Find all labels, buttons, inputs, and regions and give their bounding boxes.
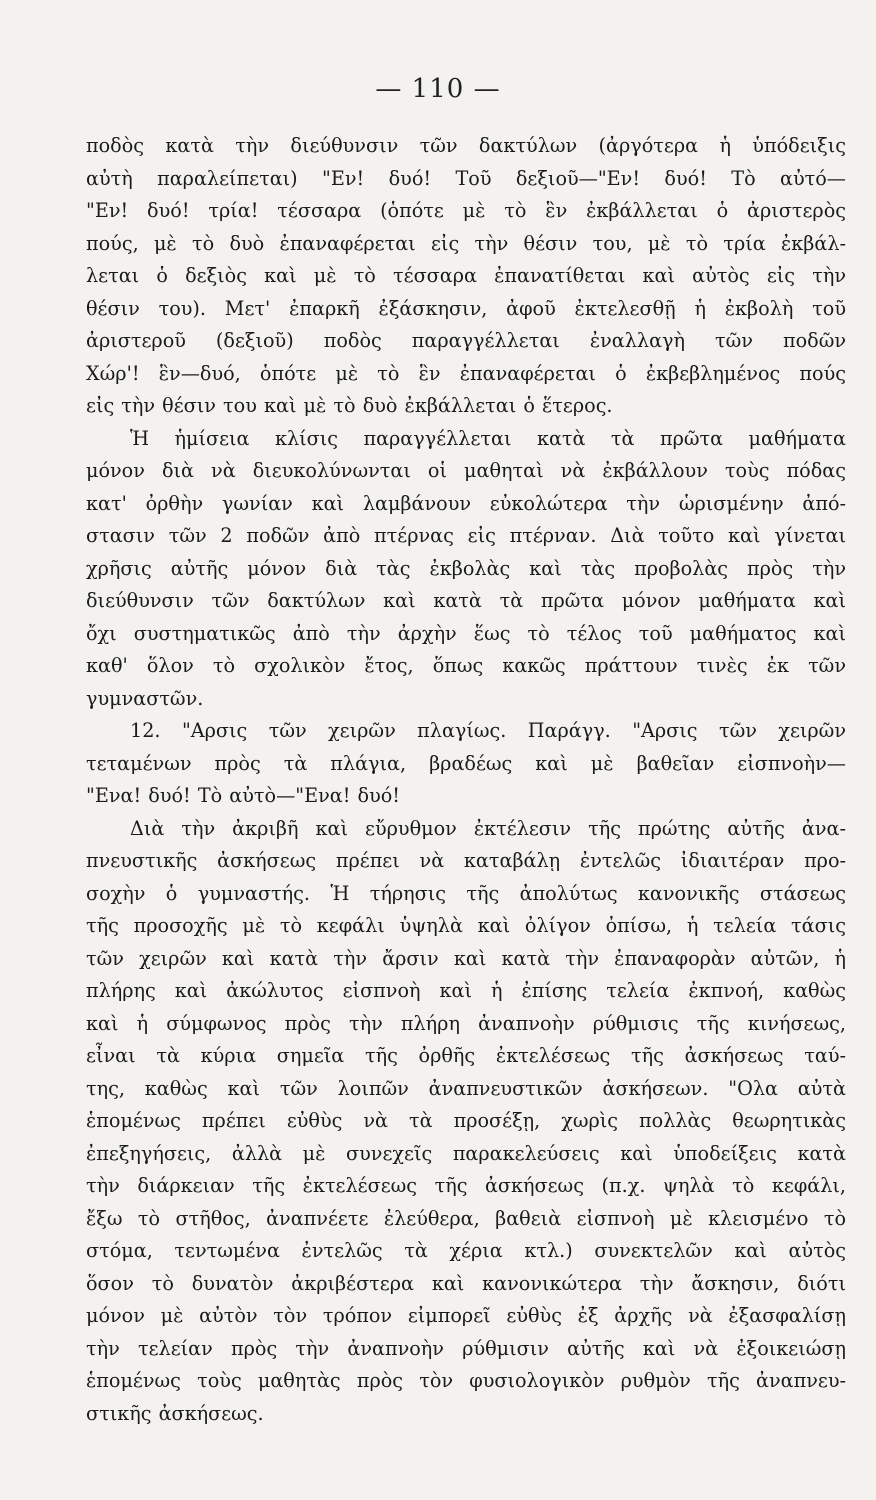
text-line: μόνον διὰ νὰ διευκολύνωνται οἱ μαθηταὶ νὰ ἐκβάλλουν τοὺς πόδας [86,459,846,482]
text-line: κατ' ὀρθὴν γωνίαν καὶ λαμβάνουν εὐκολώτερα τὴν ὡρισμένην ἀπό- [86,491,846,515]
text-line: 12. "Αρσις τῶν χειρῶν πλαγίως. Παράγγ. "Αρσις τῶν χειρῶν [130,719,846,742]
text-line: τεταμένων πρὸς τὰ πλάγια, βραδέως καὶ μὲ βαθεῖαν εἰσπνοὴν— [86,751,846,775]
text-line: ἔξω τὸ στῆθος, ἀναπνέετε ἐλεύθερα, βαθειὰ εἰσπνοὴ μὲ κλεισμένο τὸ [86,1206,846,1230]
page-number: — 110 — [375,74,501,104]
text-line: καθ' ὅλον τὸ σχολικὸν ἔτος, ὅπως κακῶς πράττουν τινὲς ἐκ τῶν [86,654,846,677]
text-line: εἰς τὴν θέσιν του καὶ μὲ τὸ δυὸ ἐκβάλλεται ὁ ἕτερος. [86,394,613,417]
text-line: Χώρ'! ἓν—δυό, ὁπότε μὲ τὸ ἓν ἐπαναφέρεται ὁ ἐκβεβλημένος πούς [86,361,846,385]
text-line: τὴν διάρκειαν τῆς ἐκτελέσεως τῆς ἀσκήσεως (π.χ. ψηλὰ τὸ κεφάλι, [86,1174,846,1197]
text-line: τῆς προσοχῆς μὲ τὸ κεφάλι ὑψηλὰ καὶ ὀλίγον ὀπίσω, ἡ τελεία τάσις [86,914,846,937]
text-line: γυμναστῶν. [86,686,204,710]
text-line: ἑπομένως τοὺς μαθητὰς πρὸς τὸν φυσιολογικὸν ρυθμὸν τῆς ἀναπνευ- [86,1369,846,1392]
text-line: στασιν τῶν 2 ποδῶν ἀπὸ πτέρνας εἰς πτέρναν. Διὰ τοῦτο καὶ γίνεται [86,524,846,547]
text-line: πνευστικῆς ἀσκήσεως πρέπει νὰ καταβάλῃ ἐντελῶς ἰδιαιτέραν προ- [86,849,846,872]
text-line: "Ενα! δυό! Τὸ αὐτὸ—"Ενα! δυό! [86,784,401,807]
text-line: στικῆς ἀσκήσεως. [86,1401,264,1425]
text-line: εἶναι τὰ κύρια σημεῖα τῆς ὀρθῆς ἐκτελέσεως τῆς ἀσκήσεως ταύ- [86,1044,846,1067]
text-line: μόνον μὲ αὐτὸν τὸν τρόπον εἰμπορεῖ εὐθὺς ἐξ ἀρχῆς νὰ ἐξασφαλίσῃ [86,1304,846,1327]
text-line: πλήρης καὶ ἀκώλυτος εἰσπνοὴ καὶ ἡ ἐπίσης τελεία ἐκπνοή, καθὼς [86,979,846,1002]
text-line: στόμα, τεντωμένα ἐντελῶς τὰ χέρια κτλ.) συνεκτελῶν καὶ αὐτὸς [86,1239,846,1262]
text-line: θέσιν του). Μετ' ἐπαρκῆ ἐξάσκησιν, ἀφοῦ ἐκτελεσθῇ ἡ ἐκβολὴ τοῦ [86,296,846,320]
text-line: Διὰ τὴν ἀκριβῆ καὶ εὔρυθμον ἐκτέλεσιν τῆς πρώτης αὐτῆς ἀνα- [130,816,846,840]
text-line: τῶν χειρῶν καὶ κατὰ τὴν ἄρσιν καὶ κατὰ τὴν ἐπαναφορὰν αὐτῶν, ἡ [86,946,846,970]
text-line: ὄχι συστηματικῶς ἀπὸ τὴν ἀρχὴν ἕως τὸ τέλος τοῦ μαθήματος καὶ [86,621,846,645]
text-line: της, καθὼς καὶ τῶν λοιπῶν ἀναπνευστικῶν ἀσκήσεων. "Ολα αὐτὰ [86,1076,846,1100]
text-line: ποδὸς κατὰ τὴν διεύθυνσιν τῶν δακτύλων (ἀργότερα ἡ ὑπόδειξις [86,134,846,157]
text-line: καὶ ἡ σύμφωνος πρὸς τὴν πλήρη ἀναπνοὴν ρύθμισις τῆς κινήσεως, [86,1011,846,1035]
text-line: αὐτὴ παραλείπεται) "Εν! δυό! Τοῦ δεξιοῦ—"Εν! δυό! Τὸ αὐτό— [86,166,846,190]
text-line: ἑπομένως πρέπει εὐθὺς νὰ τὰ προσέξῃ, χωρὶς πολλὰς θεωρητικὰς [86,1109,846,1132]
text-line: ἀριστεροῦ (δεξιοῦ) ποδὸς παραγγέλλεται ἐναλλαγὴ τῶν ποδῶν [86,329,846,352]
text-line: ὅσον τὸ δυνατὸν ἀκριβέστερα καὶ κανονικώτερα τὴν ἄσκησιν, διότι [86,1271,846,1295]
text-line: ἐπεξηγήσεις, ἀλλὰ μὲ συνεχεῖς παρακελεύσεις καὶ ὑποδείξεις κατὰ [86,1141,846,1165]
text-line: Ἡ ἡμίσεια κλίσις παραγγέλλεται κατὰ τὰ πρῶτα μαθήματα [130,426,846,450]
body-text [86,130,846,1430]
text-line: σοχὴν ὁ γυμναστής. Ἡ τήρησις τῆς ἀπολύτως κανονικῆς στάσεως [86,881,846,905]
text-line: "Εν! δυό! τρία! τέσσαρα (ὁπότε μὲ τὸ ἓν ἐκβάλλεται ὁ ἀριστερὸς [86,199,846,222]
text-line: χρῆσις αὐτῆς μόνον διὰ τὰς ἐκβολὰς καὶ τὰς προβολὰς πρὸς τὴν [86,556,846,580]
text-line: τὴν τελείαν πρὸς τὴν ἀναπνοὴν ρύθμισιν αὐτῆς καὶ νὰ ἐξοικειώσῃ [86,1336,846,1360]
text-line: πούς, μὲ τὸ δυὸ ἐπαναφέρεται εἰς τὴν θέσιν του, μὲ τὸ τρία ἐκβάλ- [86,231,846,255]
text-line: διεύθυνσιν τῶν δακτύλων καὶ κατὰ τὰ πρῶτα μόνον μαθήματα καὶ [86,589,846,612]
text-line: λεται ὁ δεξιὸς καὶ μὲ τὸ τέσσαρα ἐπανατίθεται καὶ αὐτὸς εἰς τὴν [86,264,846,287]
